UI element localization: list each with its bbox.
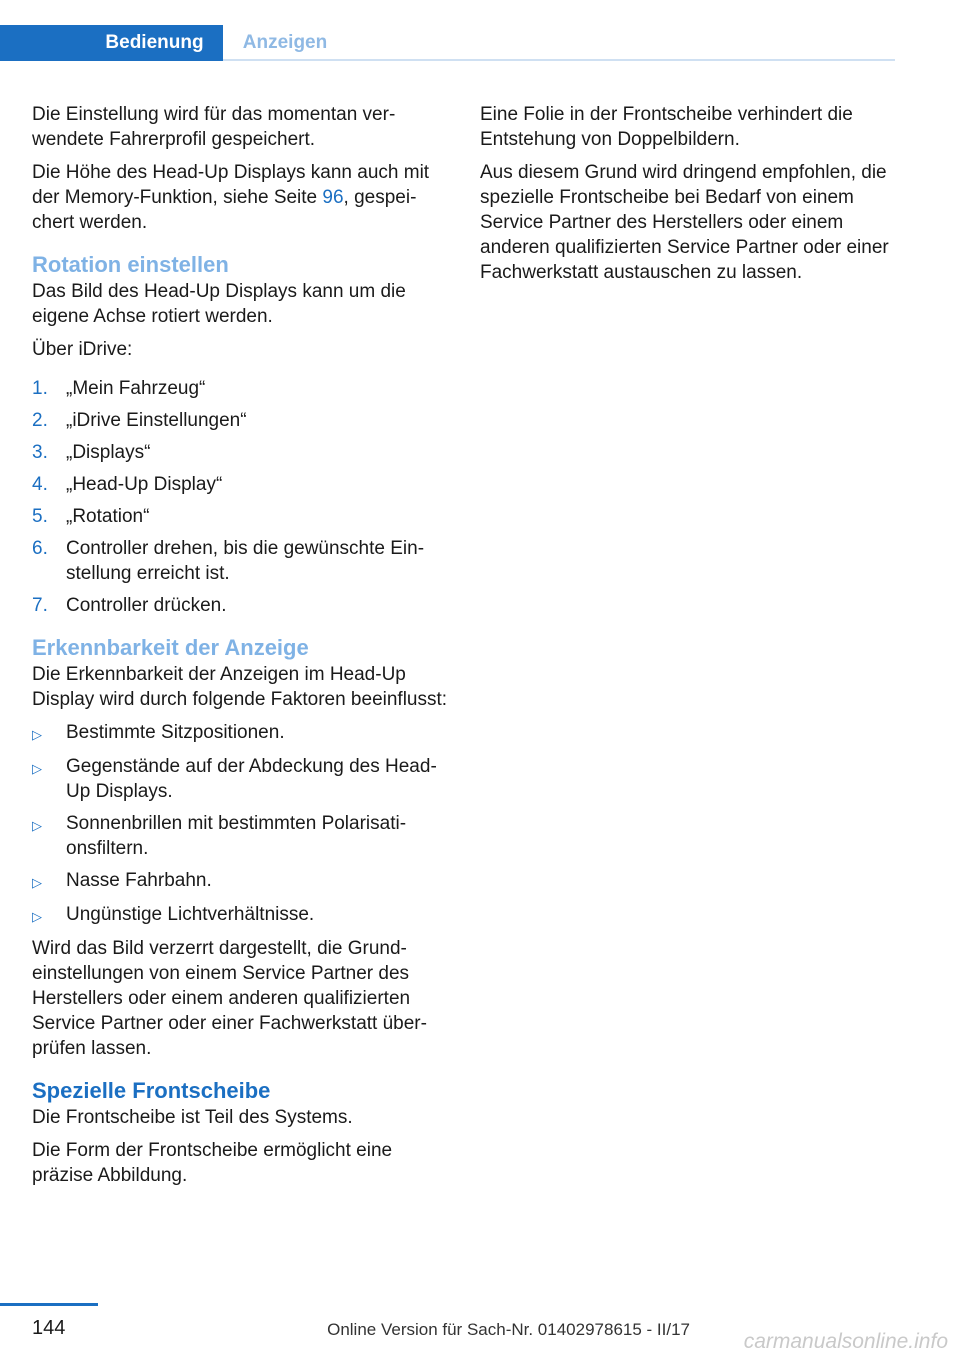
bullet-text: Sonnenbrillen mit bestimmten Polarisationsfiltern. <box>66 813 407 859</box>
list-item <box>32 440 450 465</box>
step-text: „Rotation“ <box>66 506 150 527</box>
list-item <box>32 902 450 929</box>
windshield-paragraph-1: Die Frontscheibe ist Teil des Systems. <box>32 1107 353 1128</box>
step-number: 5. <box>32 506 48 527</box>
tab-anzeigen[interactable]: Anzeigen <box>242 32 328 53</box>
watermark: carmanualsonline.info <box>743 1330 948 1353</box>
bullet-text: Ungünstige Lichtverhältnisse. <box>66 904 315 925</box>
visibility-paragraph: Die Erkennbarkeit der Anzeigen im Head-Up Display wird durch folgende Faktoren beeinflusst: <box>32 664 448 710</box>
triangle-bullet-icon: ▷ <box>32 909 42 924</box>
bullet-text: Nasse Fahrbahn. <box>66 870 212 891</box>
list-item <box>32 376 450 401</box>
step-number: 6. <box>32 538 48 559</box>
intro-text-end: , gespeichert werden. <box>32 187 417 233</box>
list-item <box>32 720 450 747</box>
list-item <box>32 868 450 895</box>
online-version-note: Online Version für Sach-Nr. 01402978615 - II/17 <box>327 1320 690 1339</box>
step-text: „Mein Fahrzeug“ <box>66 378 206 399</box>
bullet-text: Gegenstände auf der Abdeckung des Head-Up Displays. <box>66 756 437 802</box>
header-rule <box>223 59 895 61</box>
footer-rule <box>0 1303 98 1306</box>
step-text: „iDrive Einstellungen“ <box>66 410 247 431</box>
heading-windshield: Spezielle Frontscheibe <box>32 1078 271 1103</box>
step-text: Controller drücken. <box>66 595 227 616</box>
rotation-paragraph: Das Bild des Head-Up Displays kann um die eigene Achse rotiert werden. <box>32 281 406 327</box>
step-text: „Displays“ <box>66 442 151 463</box>
list-item <box>32 504 450 529</box>
tab-bedienung[interactable]: Bedienung <box>0 25 223 61</box>
idrive-label: Über iDrive: <box>32 339 133 360</box>
intro-paragraph-2 <box>32 160 450 235</box>
step-number: 3. <box>32 442 48 463</box>
intro-text: Die Höhe des Head-Up Displays kann auch mit der Memory-Funktion, siehe Seite <box>32 162 430 208</box>
triangle-bullet-icon: ▷ <box>32 875 42 890</box>
header-tabs <box>0 25 895 61</box>
list-item <box>32 472 450 497</box>
step-text: „Head-Up Display“ <box>66 474 223 495</box>
page-number: 144 <box>32 1317 66 1339</box>
distortion-paragraph: Wird das Bild verzerrt dargestellt, die Grundeinstellungen von einem Service Partner des Herstellers oder einem anderen qualifizierten Service Partner oder einer Fachwerkstatt überprüfen lassen. <box>32 938 427 1059</box>
replacement-paragraph: Aus diesem Grund wird dringend empfohlen, die spezielle Frontscheibe bei Bedarf von einem Service Partner des Herstellers oder einem anderen qualifizierten Service Partner oder einer Fachwerkstatt austauschen zu lassen. <box>480 162 889 283</box>
heading-rotation: Rotation einstellen <box>32 252 229 277</box>
visibility-factors <box>32 720 450 929</box>
heading-visibility: Erkennbarkeit der Anzeige <box>32 635 309 660</box>
step-number: 7. <box>32 595 48 616</box>
foil-paragraph: Eine Folie in der Frontscheibe verhindert die Entstehung von Doppelbildern. <box>480 104 853 150</box>
windshield-paragraph-2: Die Form der Frontscheibe ermöglicht eine präzise Abbildung. <box>32 1140 393 1186</box>
bullet-text: Bestimmte Sitzpositionen. <box>66 722 285 743</box>
list-item <box>32 811 450 861</box>
step-text: Controller drehen, bis die gewünschte Einstellung erreicht ist. <box>66 538 425 584</box>
right-column <box>480 102 898 293</box>
list-item <box>32 754 450 804</box>
page-link-96[interactable]: 96 <box>322 187 344 208</box>
triangle-bullet-icon: ▷ <box>32 761 42 776</box>
triangle-bullet-icon: ▷ <box>32 818 42 833</box>
triangle-bullet-icon: ▷ <box>32 727 42 742</box>
step-number: 4. <box>32 474 48 495</box>
list-item <box>32 593 450 618</box>
step-number: 2. <box>32 410 48 431</box>
rotation-steps <box>32 376 450 618</box>
step-number: 1. <box>32 378 48 399</box>
left-column <box>32 102 450 1196</box>
list-item <box>32 536 450 586</box>
list-item <box>32 408 450 433</box>
intro-paragraph-1: Die Einstellung wird für das momentan verwendete Fahrerprofil gespeichert. <box>32 104 396 150</box>
